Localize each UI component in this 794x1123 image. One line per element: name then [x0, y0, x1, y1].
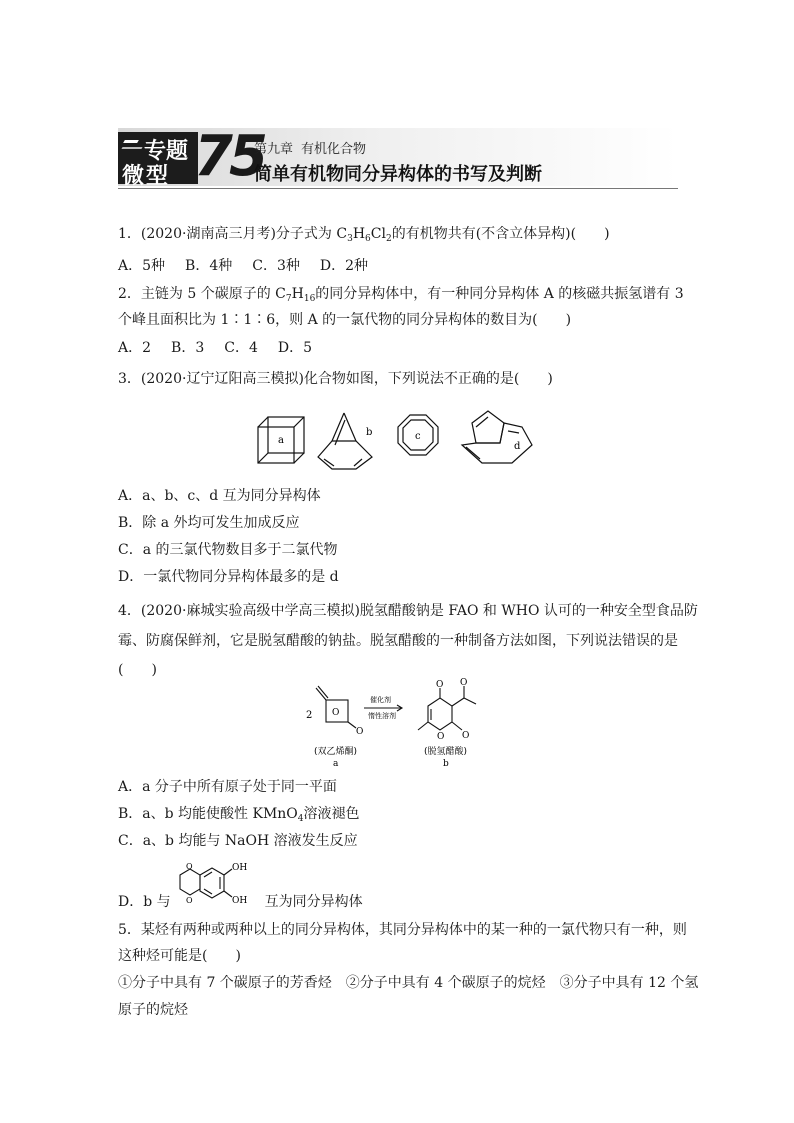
q3-option-b: B．除 a 外均可发生加成反应 — [118, 515, 300, 531]
lactone-oxygen-b: O — [462, 731, 470, 741]
q2-option-c: C．4 — [224, 340, 258, 356]
hydroxyl-bottom: OH — [232, 896, 248, 906]
q5-stem-line2: 这种烃可能是( ) — [118, 948, 241, 964]
q4-option-c: C．a、b 均能与 NaOH 溶液发生反应 — [118, 833, 358, 849]
topic-badge — [118, 132, 198, 189]
q3-option-a: A．a、b、c、d 互为同分异构体 — [118, 488, 321, 504]
chapter-label: 第九章 — [254, 142, 294, 157]
hydroxyl-top: OH — [232, 863, 248, 873]
carbonyl-oxygen-a: O — [356, 727, 364, 737]
catalyst-label: 催化剂 — [370, 696, 391, 704]
q4-option-d: D．b 与 互为同分异构体 — [118, 894, 363, 910]
q5-choices-line1: ①分子中具有 7 个碳原子的芳香烃 ②分子中具有 4 个碳原子的烷烃 ③分子中具有 12 个氢 — [118, 975, 699, 991]
q2-option-a: A．2 — [118, 340, 152, 356]
q5-stem-line1: 5．某烃有两种或两种以上的同分异构体，其同分异构体中的某一种的一氯代物只有一种，则 — [118, 922, 687, 938]
q1-option-b: B．4种 — [185, 258, 233, 274]
q1-option-d: D．2种 — [319, 258, 368, 274]
bicyclic-diene-structure-d — [462, 411, 532, 463]
chapter-line — [254, 138, 374, 157]
q2-stem-line1: 2．主链为 5 个碳原子的 $C_7H_{16}$的同分异构体中，有一种同分异构体 A 的核磁共振氢谱有 3 — [118, 286, 684, 304]
bicyclic-structure-b — [318, 413, 372, 469]
dioxane-oxygen-bottom: O — [186, 896, 193, 905]
q4-stem-line1: 4．(2020·麻城实验高级中学高三模拟)脱氢醋酸钠是 FAO 和 WHO 认可的一种安全型食品防 — [118, 603, 698, 619]
solvent-label: 惰性溶剂 — [368, 712, 396, 720]
q4-option-a: A．a 分子中所有原子处于同一平面 — [118, 779, 337, 795]
q1-option-a: A．5种 — [118, 258, 166, 274]
badge-bottom-text: 微型 — [122, 163, 171, 189]
badge-top-text: 专题 — [144, 138, 189, 164]
q1-option-c: C．3种 — [252, 258, 300, 274]
ketone-oxygen-b: O — [436, 680, 444, 690]
label-d: d — [514, 441, 521, 452]
q3-option-c: C．a 的三氯代物数目多于二氯代物 — [118, 542, 338, 558]
chapter-name: 有机化合物 — [301, 142, 367, 157]
q4-stem-line3: ( ) — [118, 662, 157, 678]
topic-number: 75 — [194, 124, 264, 189]
section-header — [118, 124, 678, 190]
ring-oxygen-a: O — [332, 708, 340, 718]
label-a: a — [278, 435, 284, 446]
q1-options — [118, 256, 368, 276]
q2-options — [118, 338, 312, 358]
label-c: c — [415, 431, 421, 442]
q4-stem-line2: 霉、防腐保鲜剂，它是脱氢醋酸的钠盐。脱氢醋酸的一种制备方法如图，下列说法错误的是 — [118, 633, 678, 649]
q3-option-d: D．一氯代物同分异构体最多的是 d — [118, 569, 339, 585]
q2-stem-line2: 个峰且面积比为 1∶1∶6，则 A 的一氯代物的同分异构体的数目为( ) — [118, 312, 572, 328]
q3-stem: 3．(2020·辽宁辽阳高三模拟)化合物如图，下列说法不正确的是( ) — [118, 371, 553, 387]
q2-option-d: D．5 — [277, 340, 312, 356]
reactant-name: (双乙烯酮) — [314, 747, 358, 757]
q5-choices-line2: 原子的烷烃 — [118, 1002, 188, 1018]
reactant-tag: a — [333, 759, 339, 769]
product-tag: b — [443, 759, 449, 769]
q4-reaction-figure — [300, 678, 500, 770]
dioxane-oxygen-top: O — [186, 862, 193, 871]
coefficient: 2 — [306, 710, 313, 721]
acetyl-oxygen-b: O — [460, 678, 468, 688]
label-b: b — [366, 427, 373, 438]
q4-option-d-structure — [166, 855, 258, 913]
q1-stem: 1．(2020·湖南高三月考)分子式为 $C_3H_6Cl_2$的有机物共有(不含立体异构)( ) — [118, 226, 610, 244]
q3-structures-figure — [250, 405, 550, 475]
page-title: 简单有机物同分异构体的书写及判断 — [254, 164, 542, 185]
product-name: (脱氢醋酸) — [424, 747, 468, 757]
ring-oxygen-b: O — [437, 732, 445, 742]
q2-option-b: B．3 — [171, 340, 205, 356]
q4-option-b: B．a、b 均能使酸性 KMnO$_4$溶液褪色 — [118, 806, 360, 824]
